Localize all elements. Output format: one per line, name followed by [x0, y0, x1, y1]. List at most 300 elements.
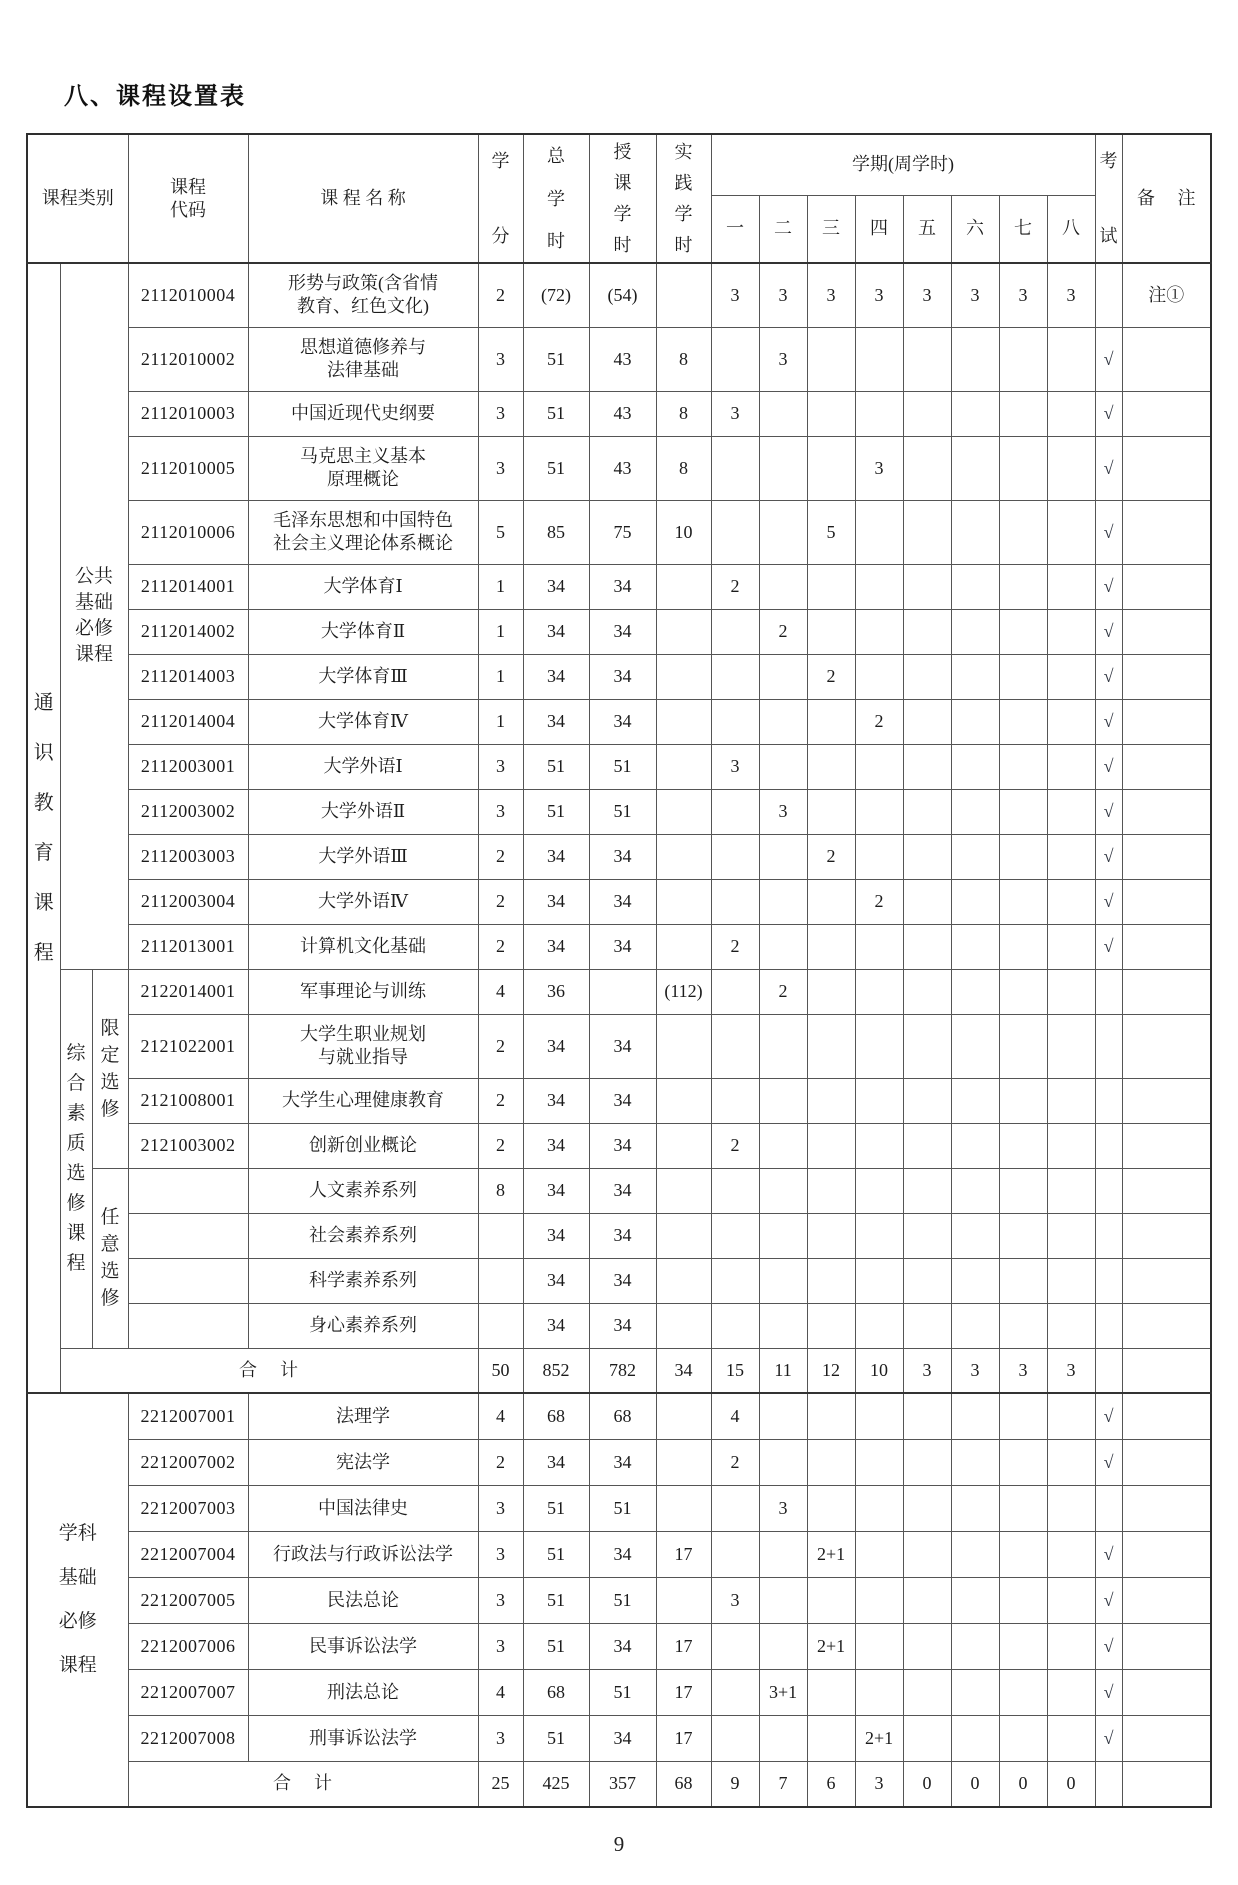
course-row: [27, 1213, 1211, 1258]
course-code-cell: 2112003004: [128, 879, 248, 924]
course-code-cell: 2212007002: [128, 1439, 248, 1485]
sem-5-cell: [903, 1213, 951, 1258]
remark-cell: [1122, 1531, 1211, 1577]
sem-2-cell: [759, 1258, 807, 1303]
course-row: [27, 1258, 1211, 1303]
sem-8-cell: [1047, 1123, 1095, 1168]
sem-3-cell: [807, 744, 855, 789]
sem-7-cell: [999, 1168, 1047, 1213]
total-hours-cell: 51: [523, 436, 589, 500]
teach-hours-cell: 43: [589, 391, 656, 436]
sem-6-cell: [951, 1303, 999, 1348]
credit-cell: 2: [478, 1014, 523, 1078]
remark-cell: [1122, 327, 1211, 391]
remark-cell: [1122, 1393, 1211, 1439]
course-row: [27, 1078, 1211, 1123]
sem-6-cell: [951, 654, 999, 699]
sem-4-cell: [855, 1531, 903, 1577]
sem-6-cell: [951, 744, 999, 789]
remark-cell: [1122, 699, 1211, 744]
teach-hours-cell: 34: [589, 1715, 656, 1761]
sem-1-cell: 3: [711, 1577, 759, 1623]
exam-check-cell: √: [1095, 654, 1122, 699]
teach-hours-cell: 34: [589, 1168, 656, 1213]
course-row: [27, 1485, 1211, 1531]
header-course-name: 课 程 名 称: [248, 134, 478, 263]
total-label-cell: 合 计: [128, 1761, 478, 1807]
sem-3-cell: [807, 1078, 855, 1123]
sem-7-cell: [999, 327, 1047, 391]
practice-hours-cell: [656, 699, 711, 744]
sem-5-cell: [903, 654, 951, 699]
sem-3-cell: [807, 1393, 855, 1439]
total-remark-cell: [1122, 1348, 1211, 1393]
course-name-cell: 民法总论: [248, 1577, 478, 1623]
teach-hours-cell: 51: [589, 1485, 656, 1531]
sem-1-cell: [711, 1623, 759, 1669]
header-teach-hours: 授 课 学 时: [589, 134, 656, 263]
course-code-cell: 2212007004: [128, 1531, 248, 1577]
sem-8-cell: [1047, 924, 1095, 969]
credit-cell: [478, 1258, 523, 1303]
total-sem-5-cell: 0: [903, 1761, 951, 1807]
sem-7-cell: [999, 436, 1047, 500]
remark-cell: [1122, 654, 1211, 699]
sem-6-cell: [951, 1213, 999, 1258]
sem-5-cell: [903, 1577, 951, 1623]
sem-2-cell: [759, 436, 807, 500]
exam-check-cell: √: [1095, 1531, 1122, 1577]
total-hours-cell: 51: [523, 1577, 589, 1623]
sem-7-cell: [999, 1485, 1047, 1531]
sem-2-cell: [759, 1439, 807, 1485]
sem-4-cell: 2: [855, 699, 903, 744]
category-cell-comprehensive-quality-elective: 综 合 素 质 选 修 课 程: [60, 969, 92, 1348]
sem-4-cell: [855, 1577, 903, 1623]
sem-3-cell: [807, 1715, 855, 1761]
sem-5-cell: [903, 1078, 951, 1123]
header-practice-hours: 实 践 学 时: [656, 134, 711, 263]
exam-check-cell: √: [1095, 436, 1122, 500]
sem-6-cell: [951, 1669, 999, 1715]
sem-1-cell: [711, 789, 759, 834]
sem-5-cell: [903, 1439, 951, 1485]
sem-5-cell: [903, 327, 951, 391]
teach-hours-cell: 34: [589, 1014, 656, 1078]
sem-6-cell: [951, 879, 999, 924]
subcategory-cell-free-elective: 任 意 选 修: [92, 1168, 128, 1348]
practice-hours-cell: [656, 1258, 711, 1303]
practice-hours-cell: [656, 654, 711, 699]
course-name-cell: 宪法学: [248, 1439, 478, 1485]
exam-check-cell: √: [1095, 924, 1122, 969]
sem-2-cell: [759, 1168, 807, 1213]
teach-hours-cell: 34: [589, 699, 656, 744]
course-name-cell: 人文素养系列: [248, 1168, 478, 1213]
total-hours-cell: 34: [523, 654, 589, 699]
sem-1-cell: [711, 1014, 759, 1078]
course-row: [27, 1393, 1211, 1439]
exam-check-cell: √: [1095, 1715, 1122, 1761]
total-hours-cell: 34: [523, 1078, 589, 1123]
sem-5-cell: [903, 1531, 951, 1577]
course-schedule-table: [26, 133, 1212, 1808]
sem-8-cell: [1047, 1439, 1095, 1485]
header-sem-4: 四: [855, 195, 903, 263]
course-code-cell: 2112010002: [128, 327, 248, 391]
remark-cell: [1122, 924, 1211, 969]
sem-8-cell: [1047, 789, 1095, 834]
practice-hours-cell: [656, 1213, 711, 1258]
sem-6-cell: [951, 1577, 999, 1623]
total-hours-cell: 51: [523, 789, 589, 834]
sem-8-cell: [1047, 969, 1095, 1014]
subcategory-cell-restricted-elective: 限 定 选 修: [92, 969, 128, 1168]
sem-3-cell: [807, 699, 855, 744]
practice-hours-cell: [656, 564, 711, 609]
total-hours-cell: 51: [523, 744, 589, 789]
course-code-cell: [128, 1213, 248, 1258]
sem-6-cell: [951, 436, 999, 500]
course-row: [27, 879, 1211, 924]
course-code-cell: 2121003002: [128, 1123, 248, 1168]
sem-4-cell: [855, 834, 903, 879]
sem-3-cell: [807, 609, 855, 654]
course-name-cell: 毛泽东思想和中国特色 社会主义理论体系概论: [248, 500, 478, 564]
sem-3-cell: 2: [807, 654, 855, 699]
sem-8-cell: [1047, 1303, 1095, 1348]
practice-hours-cell: 17: [656, 1669, 711, 1715]
sem-1-cell: [711, 654, 759, 699]
course-code-cell: 2212007006: [128, 1623, 248, 1669]
sem-7-cell: [999, 789, 1047, 834]
sem-8-cell: [1047, 879, 1095, 924]
sem-2-cell: 3: [759, 1485, 807, 1531]
sem-8-cell: [1047, 1485, 1095, 1531]
course-name-cell: 大学外语Ⅲ: [248, 834, 478, 879]
sem-1-cell: [711, 1485, 759, 1531]
sem-6-cell: [951, 789, 999, 834]
credit-cell: 3: [478, 1715, 523, 1761]
sem-5-cell: [903, 1303, 951, 1348]
sem-1-cell: 2: [711, 924, 759, 969]
credit-cell: 2: [478, 1439, 523, 1485]
remark-cell: [1122, 1168, 1211, 1213]
category-cell-general-education: 通 识 教 育 课 程: [27, 263, 60, 1393]
course-name-cell: 形势与政策(含省情 教育、红色文化): [248, 263, 478, 327]
total-hours-cell: 34: [523, 609, 589, 654]
sem-4-cell: [855, 654, 903, 699]
exam-cell: [1095, 1014, 1122, 1078]
total-hours-cell: 51: [523, 1623, 589, 1669]
sem-3-cell: [807, 436, 855, 500]
header-exam: 考 试: [1095, 134, 1122, 263]
credit-cell: 1: [478, 564, 523, 609]
total-hours-cell: 34: [523, 699, 589, 744]
exam-check-cell: √: [1095, 879, 1122, 924]
sem-1-cell: [711, 1168, 759, 1213]
total-sem-4-cell: 3: [855, 1761, 903, 1807]
total-sem-5-cell: 3: [903, 1348, 951, 1393]
sem-7-cell: [999, 609, 1047, 654]
practice-hours-cell: [656, 1439, 711, 1485]
credit-cell: 3: [478, 744, 523, 789]
course-name-cell: 大学体育Ⅰ: [248, 564, 478, 609]
sem-5-cell: [903, 391, 951, 436]
total-sem-8-cell: 0: [1047, 1761, 1095, 1807]
remark-cell: [1122, 564, 1211, 609]
exam-cell: [1095, 1303, 1122, 1348]
course-row: [27, 1715, 1211, 1761]
remark-cell: [1122, 1303, 1211, 1348]
credit-cell: 3: [478, 436, 523, 500]
remark-cell: [1122, 1485, 1211, 1531]
sem-1-cell: 4: [711, 1393, 759, 1439]
sem-6-cell: [951, 924, 999, 969]
sem-7-cell: [999, 1303, 1047, 1348]
sem-7-cell: [999, 1623, 1047, 1669]
sem-2-cell: [759, 564, 807, 609]
sem-1-cell: [711, 699, 759, 744]
exam-check-cell: √: [1095, 609, 1122, 654]
sem-7-cell: [999, 500, 1047, 564]
sem-6-cell: [951, 1123, 999, 1168]
sem-6-cell: [951, 969, 999, 1014]
course-row: [27, 1014, 1211, 1078]
course-code-cell: [128, 1303, 248, 1348]
exam-check-cell: √: [1095, 744, 1122, 789]
teach-hours-cell: 43: [589, 436, 656, 500]
practice-hours-cell: [656, 1168, 711, 1213]
exam-cell: [1095, 1078, 1122, 1123]
exam-cell: [1095, 1168, 1122, 1213]
practice-hours-cell: [656, 1303, 711, 1348]
sem-2-cell: [759, 1078, 807, 1123]
sem-4-cell: [855, 500, 903, 564]
remark-cell: [1122, 1014, 1211, 1078]
total-hours-cell: 51: [523, 1715, 589, 1761]
practice-hours-cell: [656, 744, 711, 789]
sem-1-cell: [711, 609, 759, 654]
remark-cell: [1122, 1715, 1211, 1761]
course-row: [27, 789, 1211, 834]
sem-2-cell: [759, 1213, 807, 1258]
sem-8-cell: [1047, 1168, 1095, 1213]
teach-hours-sum-cell: 782: [589, 1348, 656, 1393]
course-code-cell: [128, 1258, 248, 1303]
page-number: 9: [613, 1832, 625, 1856]
sem-7-cell: [999, 1014, 1047, 1078]
header-sem-6: 六: [951, 195, 999, 263]
course-code-cell: 2121022001: [128, 1014, 248, 1078]
sem-8-cell: [1047, 1014, 1095, 1078]
sem-4-cell: [855, 1393, 903, 1439]
sem-5-cell: [903, 564, 951, 609]
teach-hours-cell: [589, 969, 656, 1014]
sem-4-cell: [855, 1078, 903, 1123]
sem-7-cell: [999, 969, 1047, 1014]
teach-hours-sum-cell: 357: [589, 1761, 656, 1807]
sem-6-cell: [951, 1485, 999, 1531]
sem-4-cell: [855, 609, 903, 654]
sem-4-cell: [855, 1168, 903, 1213]
sem-3-cell: [807, 1213, 855, 1258]
sem-5-cell: [903, 789, 951, 834]
sem-4-cell: [855, 564, 903, 609]
sem-5-cell: [903, 879, 951, 924]
teach-hours-cell: 34: [589, 1078, 656, 1123]
sem-5-cell: [903, 1168, 951, 1213]
remark-cell: [1122, 1123, 1211, 1168]
teach-hours-cell: 34: [589, 1258, 656, 1303]
sem-2-cell: [759, 1577, 807, 1623]
teach-hours-cell: 34: [589, 1623, 656, 1669]
exam-check-cell: √: [1095, 391, 1122, 436]
total-row: [27, 1348, 1211, 1393]
exam-check-cell: √: [1095, 789, 1122, 834]
remark-cell: [1122, 391, 1211, 436]
total-hours-sum-cell: 852: [523, 1348, 589, 1393]
course-row: [27, 1577, 1211, 1623]
credit-cell: 3: [478, 1531, 523, 1577]
total-exam-cell: [1095, 1761, 1122, 1807]
sem-4-cell: [855, 1623, 903, 1669]
teach-hours-cell: 34: [589, 1213, 656, 1258]
sem-2-cell: [759, 699, 807, 744]
exam-check-cell: √: [1095, 834, 1122, 879]
sem-2-cell: [759, 654, 807, 699]
sem-3-cell: [807, 789, 855, 834]
course-code-cell: 2112010003: [128, 391, 248, 436]
sem-2-cell: [759, 500, 807, 564]
sem-6-cell: [951, 609, 999, 654]
sem-7-cell: [999, 879, 1047, 924]
total-sem-3-cell: 6: [807, 1761, 855, 1807]
course-code-cell: 2112014001: [128, 564, 248, 609]
course-name-cell: 大学体育Ⅱ: [248, 609, 478, 654]
total-sem-8-cell: 3: [1047, 1348, 1095, 1393]
sem-4-cell: [855, 1258, 903, 1303]
exam-cell: [1095, 1485, 1122, 1531]
total-hours-cell: 85: [523, 500, 589, 564]
credit-cell: 3: [478, 327, 523, 391]
course-code-cell: 2112010005: [128, 436, 248, 500]
sem-7-cell: [999, 744, 1047, 789]
course-row: [27, 1669, 1211, 1715]
remark-cell: [1122, 1258, 1211, 1303]
course-name-cell: 马克思主义基本 原理概论: [248, 436, 478, 500]
sem-4-cell: [855, 924, 903, 969]
course-row: [27, 263, 1211, 327]
sem-8-cell: [1047, 1078, 1095, 1123]
sem-8-cell: [1047, 654, 1095, 699]
practice-hours-cell: 10: [656, 500, 711, 564]
sem-1-cell: [711, 879, 759, 924]
course-name-cell: 大学外语Ⅱ: [248, 789, 478, 834]
sem-6-cell: [951, 1393, 999, 1439]
sem-8-cell: [1047, 699, 1095, 744]
course-name-cell: 大学体育Ⅲ: [248, 654, 478, 699]
course-name-cell: 大学生心理健康教育: [248, 1078, 478, 1123]
remark-cell: [1122, 436, 1211, 500]
teach-hours-cell: 68: [589, 1393, 656, 1439]
sem-7-cell: [999, 924, 1047, 969]
total-hours-cell: 34: [523, 564, 589, 609]
course-code-cell: 2212007001: [128, 1393, 248, 1439]
sem-6-cell: [951, 699, 999, 744]
sem-3-cell: 5: [807, 500, 855, 564]
credit-cell: 8: [478, 1168, 523, 1213]
course-code-cell: 2122014001: [128, 969, 248, 1014]
sem-1-cell: [711, 1258, 759, 1303]
course-row: [27, 1623, 1211, 1669]
sem-5-cell: [903, 1715, 951, 1761]
header-total-hours: 总 学 时: [523, 134, 589, 263]
remark-cell: [1122, 1577, 1211, 1623]
teach-hours-cell: 34: [589, 924, 656, 969]
sem-1-cell: [711, 969, 759, 1014]
sem-8-cell: [1047, 744, 1095, 789]
course-name-cell: 社会素养系列: [248, 1213, 478, 1258]
course-name-cell: 中国近现代史纲要: [248, 391, 478, 436]
sem-8-cell: [1047, 1715, 1095, 1761]
sem-3-cell: 3: [807, 263, 855, 327]
sem-2-cell: [759, 1393, 807, 1439]
course-name-cell: 刑法总论: [248, 1669, 478, 1715]
sem-6-cell: [951, 327, 999, 391]
sem-7-cell: [999, 699, 1047, 744]
sem-6-cell: 3: [951, 263, 999, 327]
course-name-cell: 军事理论与训练: [248, 969, 478, 1014]
total-sem-3-cell: 12: [807, 1348, 855, 1393]
sem-3-cell: [807, 1485, 855, 1531]
sem-2-cell: [759, 1715, 807, 1761]
course-name-cell: 大学外语Ⅰ: [248, 744, 478, 789]
total-hours-cell: 68: [523, 1669, 589, 1715]
teach-hours-cell: 34: [589, 609, 656, 654]
sem-5-cell: [903, 1393, 951, 1439]
total-hours-cell: 34: [523, 1303, 589, 1348]
sem-3-cell: 2+1: [807, 1623, 855, 1669]
course-code-cell: 2112014003: [128, 654, 248, 699]
sem-5-cell: [903, 1014, 951, 1078]
sem-8-cell: [1047, 564, 1095, 609]
sem-1-cell: [711, 1303, 759, 1348]
credit-cell: 2: [478, 924, 523, 969]
sem-7-cell: [999, 564, 1047, 609]
exam-check-cell: √: [1095, 564, 1122, 609]
header-credit: 学 分: [478, 134, 523, 263]
sem-6-cell: [951, 1078, 999, 1123]
sem-3-cell: [807, 1669, 855, 1715]
credit-cell: 1: [478, 699, 523, 744]
sem-6-cell: [951, 1623, 999, 1669]
course-code-cell: 2121008001: [128, 1078, 248, 1123]
sem-4-cell: 3: [855, 436, 903, 500]
practice-hours-cell: [656, 924, 711, 969]
credit-cell: 2: [478, 263, 523, 327]
course-name-cell: 行政法与行政诉讼法学: [248, 1531, 478, 1577]
sem-4-cell: [855, 327, 903, 391]
total-sem-7-cell: 3: [999, 1348, 1047, 1393]
course-row: [27, 654, 1211, 699]
sem-1-cell: [711, 1669, 759, 1715]
practice-hours-cell: [656, 834, 711, 879]
sem-2-cell: 3: [759, 789, 807, 834]
sem-2-cell: [759, 1014, 807, 1078]
remark-cell: [1122, 609, 1211, 654]
sem-7-cell: [999, 1531, 1047, 1577]
